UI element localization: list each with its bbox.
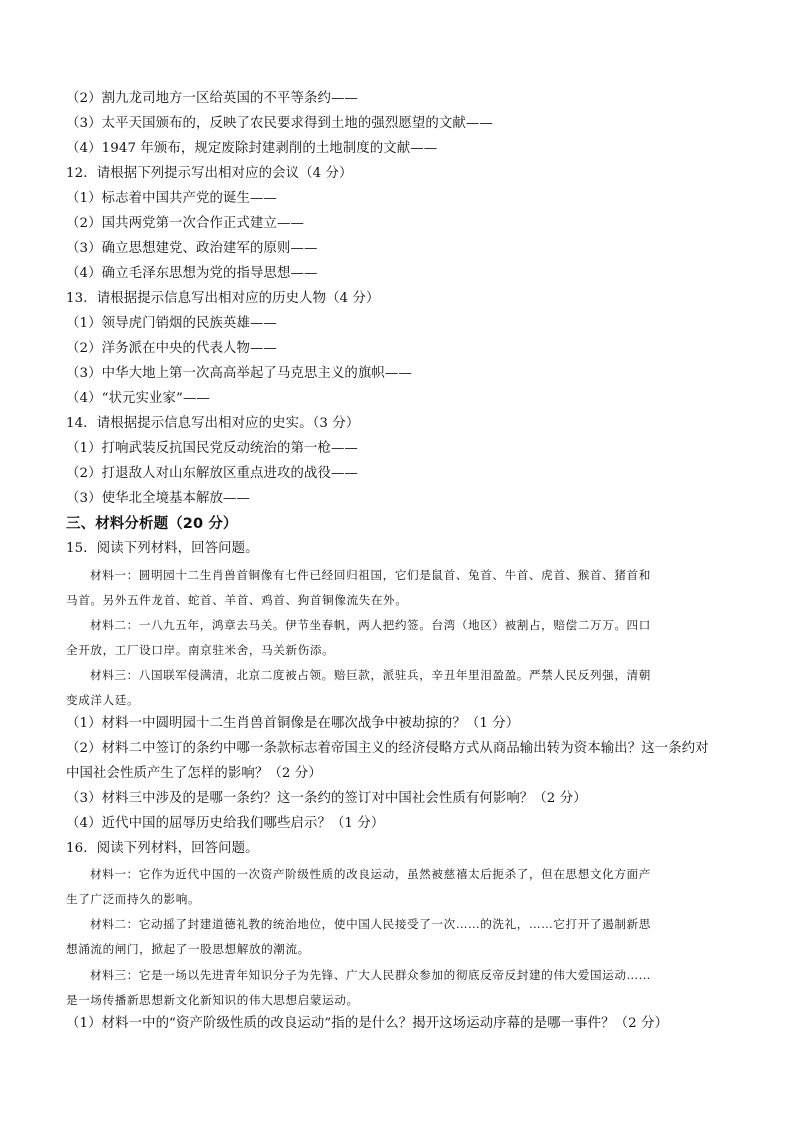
q13-item-3: （3）中华大地上第一次高高举起了马克思主义的旗帜—— (66, 366, 412, 381)
q16-material-2-line-2: 想涌流的闸门，掀起了一股思想解放的潮流。 (66, 942, 310, 956)
q15-stem: 15．阅读下列材料，回答问题。 (66, 541, 259, 556)
q16-stem: 16．阅读下列材料，回答问题。 (66, 841, 259, 856)
q16-material-1-line-2: 生了广泛而持久的影响。 (66, 892, 201, 906)
q15-question-1: （1）材料一中圆明园十二生肖兽首铜像是在哪次战争中被劫掠的？（1 分） (66, 716, 520, 731)
q12-item-2: （2）国共两党第一次合作正式建立—— (66, 216, 304, 231)
q15-question-3: （3）材料三中涉及的是哪一条约？这一条约的签订对中国社会性质有何影响？（2 分） (66, 791, 587, 806)
q14-item-2: （2）打退敌人对山东解放区重点进攻的战役—— (66, 466, 358, 481)
q15-material-2-line-2: 全开放，工厂设口岸。南京驻米舍，马关新伤添。 (66, 643, 335, 657)
q15-question-2-line-2: 中国社会性质产生了怎样的影响？（2 分） (66, 766, 322, 781)
q16-material-3-line-1: 材料三：它是一场以先进青年知识分子为先锋、广大人民群众参加的彻底反帝反封建的伟大爱国运动…… (90, 968, 651, 982)
q15-material-1-line-1: 材料一：圆明园十二生肖兽首铜像有七件已经回归祖国，它们是鼠首、兔首、牛首、虎首、猴首、猪首和 (90, 568, 651, 582)
q11-item-4: （4）1947 年颁布，规定废除封建剥削的土地制度的文献—— (66, 141, 438, 156)
q15-material-3-line-2: 变成洋人廷。 (66, 693, 140, 707)
q13-stem: 13．请根据提示信息写出相对应的历史人物（4 分） (66, 291, 380, 306)
q12-item-3: （3）确立思想建党、政治建军的原则—— (66, 241, 318, 256)
q11-item-2: （2）割九龙司地方一区给英国的不平等条约—— (66, 91, 358, 106)
q12-item-1: （1）标志着中国共产党的诞生—— (66, 191, 277, 206)
q13-item-2: （2）洋务派在中央的代表人物—— (66, 341, 277, 356)
q15-material-1-line-2: 马首。另外五件龙首、蛇首、羊首、鸡首、狗首铜像流失在外。 (66, 593, 408, 607)
q15-question-4: （4）近代中国的屈辱历史给我们哪些启示？（1 分） (66, 816, 385, 831)
q13-item-1: （1）领导虎门销烟的民族英雄—— (66, 316, 277, 331)
q16-question-1: （1）材料一中的“资产阶级性质的改良运动”指的是什么？揭开这场运动序幕的是哪一事件？（2 分） (66, 1016, 669, 1031)
q12-stem: 12．请根据下列提示写出相对应的会议（4 分） (66, 166, 353, 181)
q16-material-2-line-1: 材料二：它动摇了封建道德礼教的统治地位，使中国人民接受了一次……的洗礼，……它打开了遏制新思 (90, 917, 651, 931)
q16-material-3-line-2: 是一场传播新思想新文化新知识的伟大思想启蒙运动。 (66, 993, 359, 1007)
q14-item-1: （1）打响武装反抗国民党反动统治的第一枪—— (66, 441, 358, 456)
q14-item-3: （3）使华北全境基本解放—— (66, 491, 250, 506)
q11-item-3: （3）太平天国颁布的，反映了农民要求得到土地的强烈愿望的文献—— (66, 116, 493, 131)
q15-question-2-line-1: （2）材料二中签订的条约中哪一条款标志着帝国主义的经济侵略方式从商品输出转为资本输出？这一条约对 (66, 741, 709, 756)
q13-item-4: （4）“状元实业家”—— (66, 391, 210, 406)
q12-item-4: （4）确立毛泽东思想为党的指导思想—— (66, 266, 318, 281)
section-3-heading: 三、材料分析题（20 分） (66, 516, 238, 532)
q15-material-2-line-1: 材料二：一八九五年，鸿章去马关。伊节坐春帆，两人把约签。台湾（地区）被割占，赔偿二万万。四口 (90, 618, 651, 632)
q16-material-1-line-1: 材料一：它作为近代中国的一次资产阶级性质的改良运动，虽然被慈禧太后扼杀了，但在思想文化方面产 (90, 867, 651, 881)
q15-material-3-line-1: 材料三：八国联军侵满清，北京二度被占领。赔巨款，派驻兵，辛丑年里泪盈盈。严禁人民反列强，清朝 (90, 668, 651, 682)
q14-stem: 14．请根据提示信息写出相对应的史实。（3 分） (66, 416, 360, 431)
